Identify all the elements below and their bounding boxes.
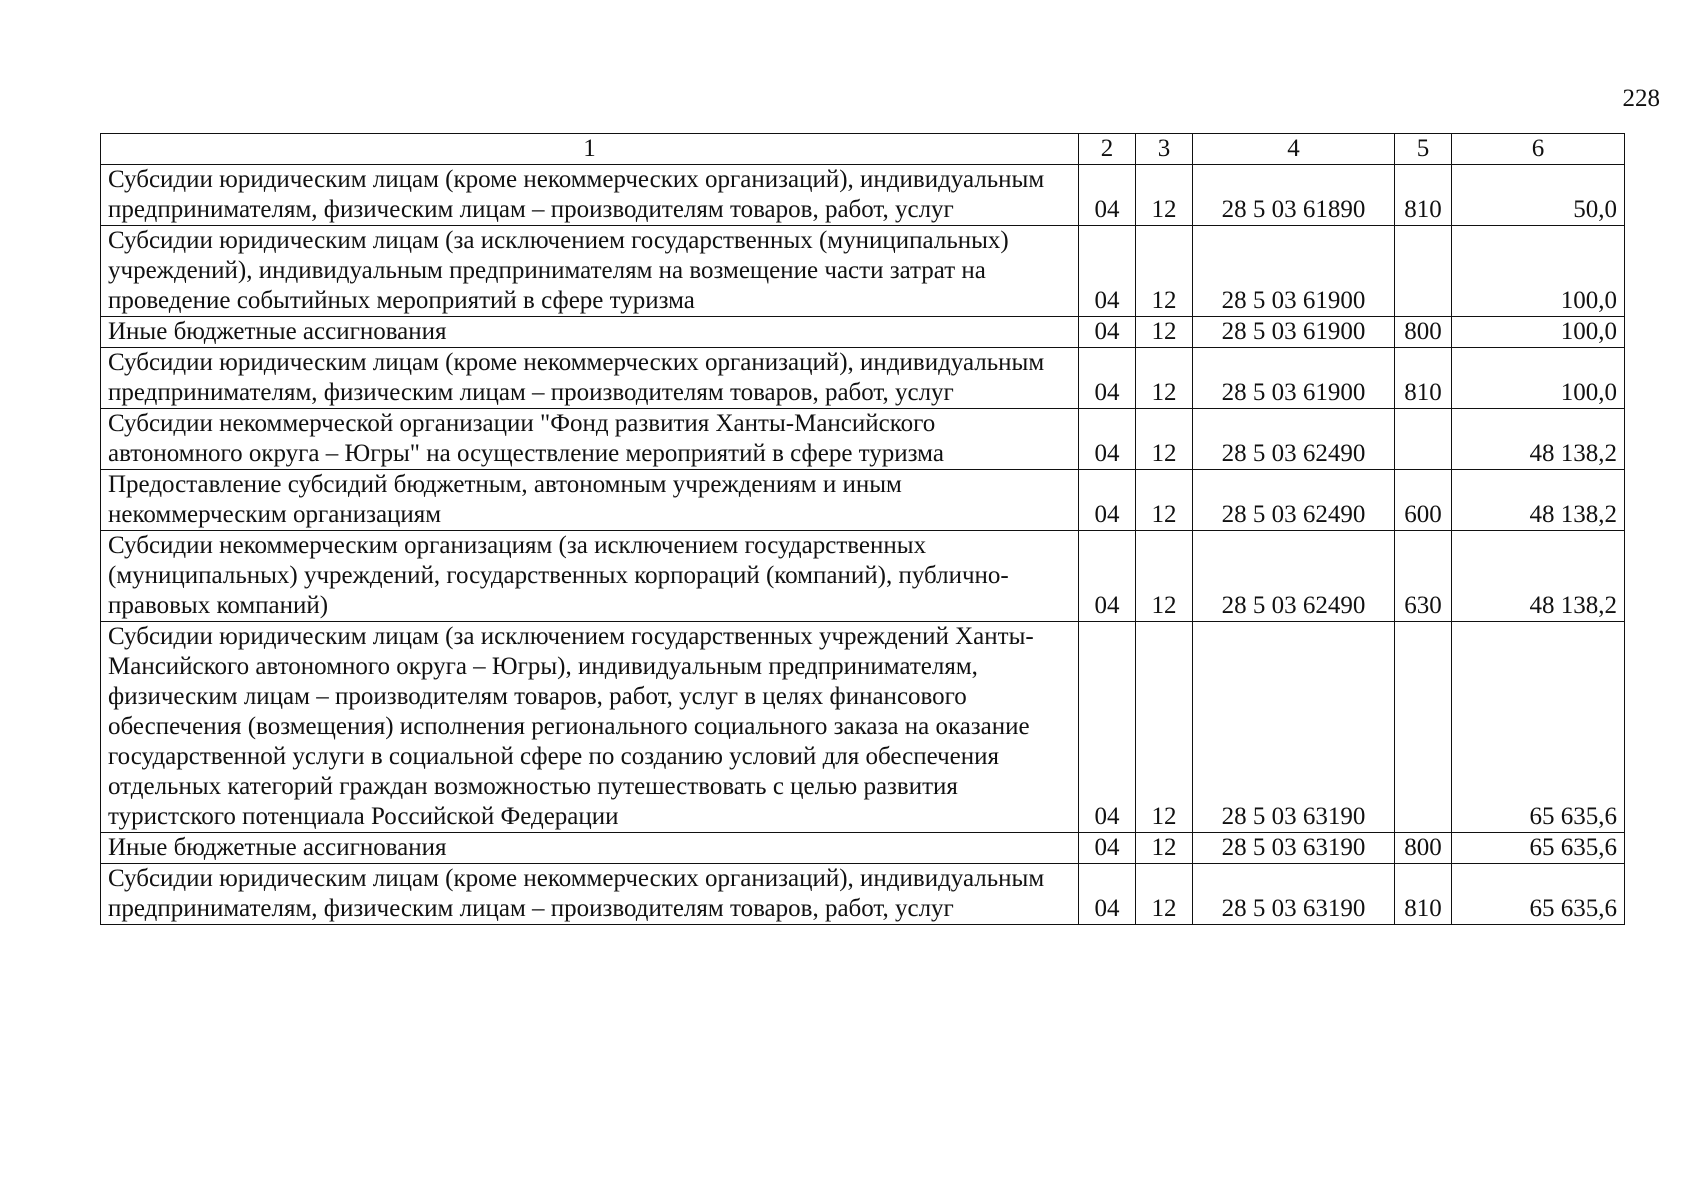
section-code: 04 — [1079, 348, 1136, 409]
table-row — [101, 531, 1625, 622]
expense-type-code: 600 — [1395, 470, 1452, 531]
section-code: 04 — [1079, 409, 1136, 470]
subsection-code: 12 — [1136, 470, 1193, 531]
section-code: 04 — [1079, 317, 1136, 348]
table-row — [101, 833, 1625, 864]
header-cell: 4 — [1193, 134, 1395, 165]
expense-type-code: 810 — [1395, 864, 1452, 925]
amount: 100,0 — [1452, 348, 1625, 409]
amount: 50,0 — [1452, 165, 1625, 226]
section-code: 04 — [1079, 531, 1136, 622]
target-article-code: 28 5 03 62490 — [1193, 470, 1395, 531]
expense-type-code — [1395, 409, 1452, 470]
expense-type-code — [1395, 226, 1452, 317]
header-cell: 3 — [1136, 134, 1193, 165]
header-cell: 1 — [101, 134, 1079, 165]
target-article-code: 28 5 03 62490 — [1193, 531, 1395, 622]
row-description: Иные бюджетные ассигнования — [101, 317, 1079, 348]
expense-type-code: 810 — [1395, 165, 1452, 226]
expense-type-code: 800 — [1395, 833, 1452, 864]
table-row — [101, 226, 1625, 317]
section-code: 04 — [1079, 622, 1136, 833]
amount: 48 138,2 — [1452, 531, 1625, 622]
subsection-code: 12 — [1136, 833, 1193, 864]
row-description: Иные бюджетные ассигнования — [101, 833, 1079, 864]
header-row — [101, 134, 1625, 165]
target-article-code: 28 5 03 62490 — [1193, 409, 1395, 470]
amount: 65 635,6 — [1452, 833, 1625, 864]
amount: 48 138,2 — [1452, 470, 1625, 531]
row-description: Субсидии некоммерческим организациям (за исключением государственных (муниципальных) учреждений, государственных корпораций (компаний), публично-правовых компаний) — [101, 531, 1079, 622]
subsection-code: 12 — [1136, 864, 1193, 925]
row-description: Субсидии юридическим лицам (кроме некоммерческих организаций), индивидуальным предпринимателям, физическим лицам – производителям товаров, работ, услуг — [101, 348, 1079, 409]
amount: 65 635,6 — [1452, 622, 1625, 833]
subsection-code: 12 — [1136, 348, 1193, 409]
amount: 48 138,2 — [1452, 409, 1625, 470]
expense-type-code: 630 — [1395, 531, 1452, 622]
target-article-code: 28 5 03 61900 — [1193, 317, 1395, 348]
subsection-code: 12 — [1136, 622, 1193, 833]
subsection-code: 12 — [1136, 409, 1193, 470]
table-row — [101, 317, 1625, 348]
target-article-code: 28 5 03 61900 — [1193, 348, 1395, 409]
table-row — [101, 864, 1625, 925]
table-row — [101, 165, 1625, 226]
budget-table — [100, 133, 1625, 925]
row-description: Субсидии некоммерческой организации "Фонд развития Ханты-Мансийского автономного округа – Югры" на осуществление мероприятий в сфере туризма — [101, 409, 1079, 470]
row-description: Субсидии юридическим лицам (за исключением государственных (муниципальных) учреждений), индивидуальным предпринимателям на возмещение части затрат на проведение событийных мероприятий в сфере туризма — [101, 226, 1079, 317]
row-description: Субсидии юридическим лицам (кроме некоммерческих организаций), индивидуальным предпринимателям, физическим лицам – производителям товаров, работ, услуг — [101, 864, 1079, 925]
table-row — [101, 622, 1625, 833]
section-code: 04 — [1079, 165, 1136, 226]
section-code: 04 — [1079, 470, 1136, 531]
subsection-code: 12 — [1136, 226, 1193, 317]
subsection-code: 12 — [1136, 317, 1193, 348]
table-row — [101, 348, 1625, 409]
table-row — [101, 470, 1625, 531]
amount: 65 635,6 — [1452, 864, 1625, 925]
row-description: Субсидии юридическим лицам (за исключением государственных учреждений Ханты-Мансийского автономного округа – Югры), индивидуальным предпринимателям, физическим лицам – производителям товаров, работ, услуг в целях финансового обеспечения (возмещения) исполнения регионального социального заказа на оказание государственной услуги в социальной сфере по созданию условий для обеспечения отдельных категорий граждан возможностью путешествовать с целью развития туристского потенциала Российской Федерации — [101, 622, 1079, 833]
target-article-code: 28 5 03 63190 — [1193, 864, 1395, 925]
target-article-code: 28 5 03 63190 — [1193, 833, 1395, 864]
expense-type-code — [1395, 622, 1452, 833]
header-cell: 5 — [1395, 134, 1452, 165]
row-description: Субсидии юридическим лицам (кроме некоммерческих организаций), индивидуальным предпринимателям, физическим лицам – производителям товаров, работ, услуг — [101, 165, 1079, 226]
target-article-code: 28 5 03 61900 — [1193, 226, 1395, 317]
section-code: 04 — [1079, 833, 1136, 864]
subsection-code: 12 — [1136, 165, 1193, 226]
target-article-code: 28 5 03 63190 — [1193, 622, 1395, 833]
expense-type-code: 810 — [1395, 348, 1452, 409]
subsection-code: 12 — [1136, 531, 1193, 622]
header-cell: 2 — [1079, 134, 1136, 165]
header-cell: 6 — [1452, 134, 1625, 165]
section-code: 04 — [1079, 226, 1136, 317]
amount: 100,0 — [1452, 317, 1625, 348]
section-code: 04 — [1079, 864, 1136, 925]
amount: 100,0 — [1452, 226, 1625, 317]
row-description: Предоставление субсидий бюджетным, автономным учреждениям и иным некоммерческим организациям — [101, 470, 1079, 531]
table-row — [101, 409, 1625, 470]
page-number: 228 — [1622, 85, 1660, 112]
expense-type-code: 800 — [1395, 317, 1452, 348]
target-article-code: 28 5 03 61890 — [1193, 165, 1395, 226]
